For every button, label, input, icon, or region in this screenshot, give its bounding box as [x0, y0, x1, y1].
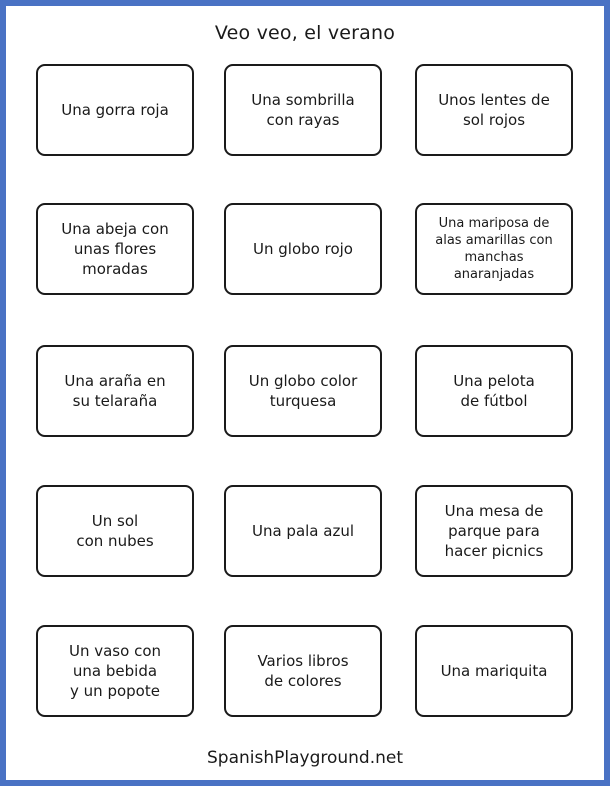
- card-12: [415, 485, 573, 577]
- card-2: [224, 64, 382, 156]
- card-9: [415, 345, 573, 437]
- card-3: [415, 64, 573, 156]
- card-7: [36, 345, 194, 437]
- site-footer: SpanishPlayground.net: [206, 748, 404, 768]
- card-10: [36, 485, 194, 577]
- card-text: Una mariquita: [440, 662, 548, 680]
- card-text: Un vaso con una bebida y un popote: [68, 642, 161, 700]
- card-1: [36, 64, 194, 156]
- card-text: Un globo color turquesa: [248, 372, 358, 410]
- page-title: Veo veo, el verano: [214, 22, 396, 44]
- card-text: Una sombrilla con rayas: [251, 91, 355, 129]
- card-text: Varios libros de colores: [257, 652, 349, 690]
- card-14: [224, 625, 382, 717]
- card-11: [224, 485, 382, 577]
- card-text: Un sol con nubes: [76, 512, 154, 550]
- card-text: Una pelota de fútbol: [453, 372, 535, 410]
- card-8: [224, 345, 382, 437]
- card-5: [224, 203, 382, 295]
- card-15: [415, 625, 573, 717]
- card-6: [415, 203, 573, 295]
- card-text: Una araña en su telaraña: [64, 372, 166, 410]
- card-13: [36, 625, 194, 717]
- card-text: Una mesa de parque para hacer picnics: [444, 502, 544, 560]
- worksheet-page: [6, 6, 604, 780]
- card-text: Una mariposa de alas amarillas con manchas anaranjadas: [435, 216, 553, 282]
- card-text: Una abeja con unas flores moradas: [61, 220, 169, 278]
- card-text: Una pala azul: [251, 522, 355, 540]
- card-text: Unos lentes de sol rojos: [438, 91, 550, 129]
- card-text: Un globo rojo: [253, 240, 353, 258]
- card-text: Una gorra roja: [61, 101, 169, 119]
- card-4: [36, 203, 194, 295]
